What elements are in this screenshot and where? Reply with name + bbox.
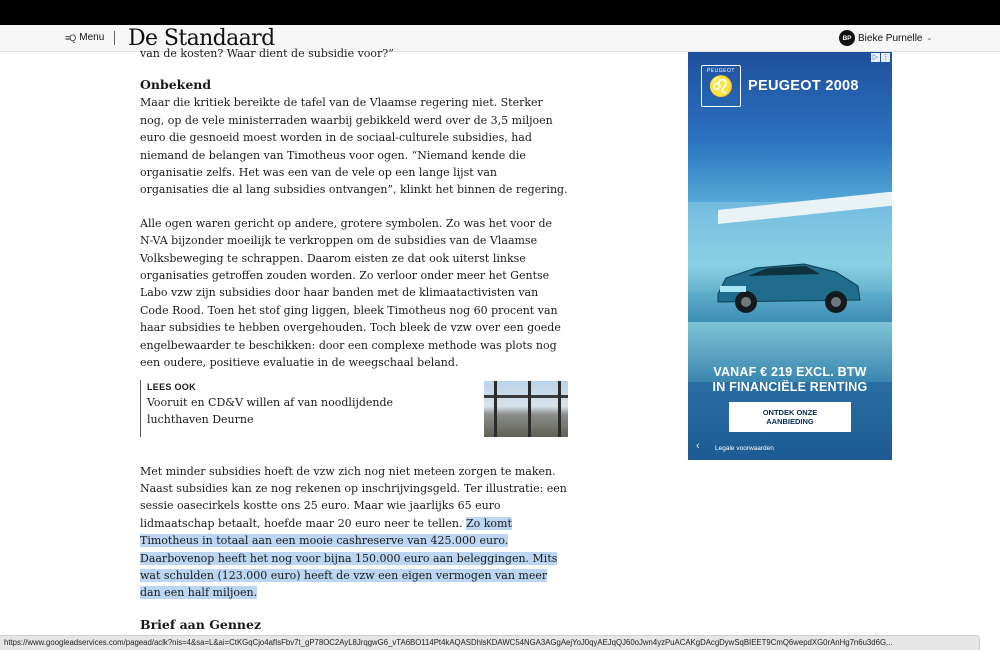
user-menu[interactable] — [839, 30, 932, 46]
related-article-card[interactable] — [140, 380, 568, 437]
ad-choices[interactable] — [871, 53, 890, 62]
chevron-down-icon: ⌄ — [926, 35, 933, 42]
link-status-bar: https://www.googleadservices.com/pagead/aclk?nis=4&sa=L&ai=CtKGqCjo4afIsFbv7t_gP78OC2AyL8JrqgwG6_vTA6BO114Pt4kAQASDhlsKDAWC54NGA3AGgAejYoJ0qyAEJqQJ60oJwn4yzPuACAKgDAcgDywSqBIEET9CmQ6wepdXG0rAnHg7n6u3d6G... — [0, 635, 980, 650]
related-label: LEES OOK — [147, 381, 196, 392]
subheading: Onbekend — [140, 77, 212, 93]
ad-price — [688, 365, 892, 395]
ad-cta-button[interactable] — [729, 402, 851, 432]
lion-icon: ♌ — [708, 76, 734, 98]
close-icon[interactable]: ⋮ — [882, 54, 889, 61]
paragraph: Maar die kritiek bereikte de tafel van de Vlaamse regering niet. Sterker nog, op de vele ministerraden waarbij gebikkeld werd over de 3,5 miljoen euro die gesnoeid moest worden in de sociaal-culturele subsidies, had niemand de belangen van Timotheus voor ogen. “Niemand kende die organisatie zelfs. Het was een van de vele op een lange lijst van organisaties die al lang subsidies ontvangen”, klinkt het binnen de regering. — [140, 96, 568, 197]
menu-label: Menu — [79, 32, 105, 43]
peugeot-logo — [701, 65, 741, 107]
ad-legal-link[interactable]: Legale voorwaarden — [715, 445, 774, 452]
user-name: Bieke Purnelle — [858, 32, 923, 44]
menu-icon: ≡Q — [65, 32, 76, 43]
subheading-cut: Brief aan Gennez — [140, 616, 262, 632]
chevron-left-icon[interactable]: ‹ — [696, 440, 700, 452]
adchoices-icon[interactable]: ▷ — [872, 54, 879, 61]
avatar: BP — [839, 30, 855, 46]
related-title[interactable]: Vooruit en CD&V willen af van noodlijdende luchthaven Deurne — [147, 395, 394, 426]
car-image — [708, 242, 868, 317]
paragraph-text: Met minder subsidies hoeft de vzw zich nog niet meteen zorgen te maken. Naast subsidies kan ze nog rekenen op inschrijvingsgeld. Ter illustratie: een sessie oasecirkels kostte ons 25 euro. Maar wie jaarlijks 65 euro lidmaatschap betaalt, hoefde maar 20 euro neer te tellen. — [140, 464, 567, 530]
ad-logo-word: PEUGEOT — [707, 68, 735, 74]
advertisement[interactable] — [688, 52, 892, 460]
ad-price-line: VANAF € 219 EXCL. BTW — [713, 365, 867, 379]
menu-button[interactable] — [65, 32, 104, 43]
ad-headline: PEUGEOT 2008 — [748, 78, 859, 94]
paragraph-partial: van de kosten? Waar dient de subsidie voor?” — [140, 47, 394, 60]
article-body — [140, 45, 568, 633]
paragraph: Alle ogen waren gericht op andere, grotere symbolen. Zo was het voor de N-VA bijzonder moeilijk te verkroppen om de subsidies van de Vlaamse Volksbeweging te schrappen. Daarom eisten ze dat ook uiterst linkse organisaties getroffen zouden worden. Zo verloor onder meer het Gentse Labo vzw zijn subsidies door haar banden met de klimaatactivisten van Code Rood. Toen het stof ging liggen, bleek Timotheus nog 60 procent van haar subsidies te hebben overgehouden. Toch bleek de vzw over een goede engelbewaarder te beschikken: door een complexe methode was plots nog een oudere, positieve evaluatie in de weegschaal beland. — [140, 216, 561, 370]
related-thumbnail[interactable] — [484, 381, 568, 437]
window-top-bar — [0, 0, 1000, 25]
selected-text: Zo komt Timotheus in totaal aan een mooie cashreserve van 425.000 euro. Daarbovenop heeft het nog voor bijna 150.000 euro aan beleggingen. Mits wat schulden (123.000 euro) heeft de vzw een eigen vermogen van meer dan een half miljoen. — [140, 516, 558, 600]
ad-price-line: IN FINANCIËLE RENTING — [712, 380, 868, 394]
header-divider — [114, 31, 115, 45]
ad-cta-line: ONTDEK ONZE — [762, 408, 818, 417]
site-logo[interactable]: De Standaard — [128, 26, 275, 51]
paragraph — [140, 463, 568, 602]
ad-cta-line: AANBIEDING — [766, 417, 814, 426]
